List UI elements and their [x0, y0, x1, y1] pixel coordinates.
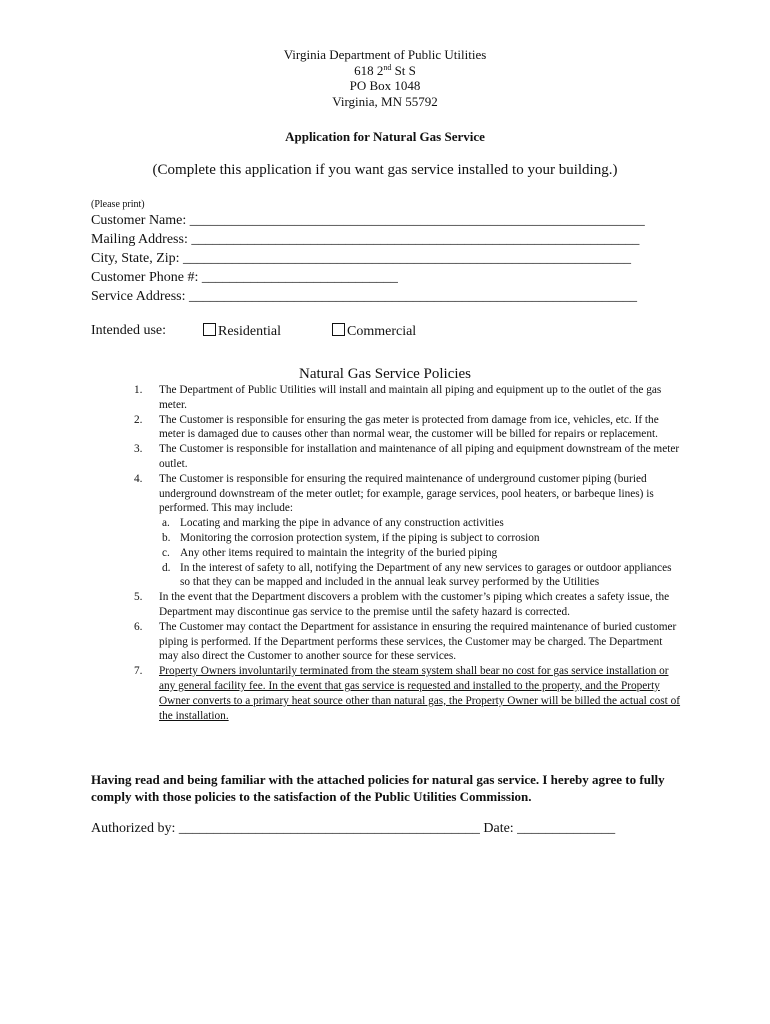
- mailing-address-field[interactable]: Mailing Address: ________________________________________________________________: [91, 232, 640, 247]
- policy-subitem: b. Monitoring the corrosion protection system, if the piping is subject to corrosion: [162, 531, 540, 544]
- policies-list: [134, 383, 682, 723]
- policies-title: Natural Gas Service Policies: [298, 366, 472, 382]
- policy-item: 1. The Department of Public Utilities will install and maintain all piping and equipment up to the outlet of the gas meter.: [134, 384, 662, 411]
- residential-checkbox[interactable]: [203, 323, 216, 336]
- policy-subitem: d. In the interest of safety to all, notifying the Department of any new services to garages or outdoor appliances so that they can be mapped and included in the annual leak survey performed by the Utilities: [162, 561, 672, 589]
- customer-phone-field[interactable]: Customer Phone #: ____________________________: [91, 270, 398, 285]
- residential-option[interactable]: Residential: [203, 323, 281, 340]
- customer-info-fields: [91, 211, 691, 306]
- city-state-zip-field[interactable]: City, State, Zip: ________________________________________________________________: [91, 251, 632, 266]
- please-print-note: (Please print): [91, 199, 145, 210]
- policy-subitem: a. Locating and marking the pipe in advance of any construction activities: [162, 517, 504, 530]
- street-address: 618 2nd St S: [354, 62, 416, 78]
- policy-item: 5. In the event that the Department discovers a problem with the customer’s piping which creates a safety issue, the Department may discontinue gas service to the premise until the safety hazard is corrected.: [134, 591, 670, 618]
- agreement-statement: Having read and being familiar with the attached policies for natural gas service. I hereby agree to fully comply with those policies to the satisfaction of the Public Utilities Commission.: [91, 772, 665, 804]
- letterhead: [0, 47, 770, 109]
- policy-item: 7. Property Owners involuntarily terminated from the steam system shall bear no cost for gas service installation or any general facility fee. In the event that gas service is requested and installed to the property, and the Property Owner converts to a primary heat source other than natural gas, the Property Owner will be billed the actual cost of the installation.: [134, 665, 681, 722]
- org-name: Virginia Department of Public Utilities: [283, 47, 487, 62]
- city-state-zip: Virginia, MN 55792: [332, 93, 438, 109]
- policy-subitem: c. Any other items required to maintain the integrity of the buried piping: [162, 546, 498, 559]
- customer-name-field[interactable]: Customer Name: _________________________________________________________________: [91, 213, 645, 228]
- policy-item: 3. The Customer is responsible for installation and maintenance of all piping and equipment downstream of the meter outlet.: [134, 443, 680, 470]
- po-box: PO Box 1048: [349, 78, 421, 93]
- policy-item: 6. The Customer may contact the Department for assistance in ensuring the required maintenance of buried customer piping is performed. If the Department performs these services, the Customer may be charged. The Department may also direct the Customer to another source for these services.: [134, 620, 677, 663]
- service-address-field[interactable]: Service Address: ________________________________________________________________: [91, 289, 637, 304]
- authorized-by-date-line[interactable]: Authorized by: ___________________________________________ Date: ______________: [91, 821, 616, 836]
- policy-item: 2. The Customer is responsible for ensuring the gas meter is protected from damage from ice, vehicles, etc. If the meter is damaged due to causes other than normal wear, the customer will be billed for repairs or replacement.: [134, 413, 659, 441]
- commercial-checkbox[interactable]: [332, 323, 345, 336]
- policy-item: 4. The Customer is responsible for ensuring the required maintenance of underground customer piping (buried underground downstream of the meter outlet; for example, garage services, pool heaters, or barbeque lines) is performed. This may include:: [134, 472, 654, 515]
- document-title: Application for Natural Gas Service: [285, 129, 485, 144]
- commercial-option[interactable]: Commercial: [332, 323, 416, 340]
- intended-use-label: Intended use:: [91, 323, 167, 338]
- document-subtitle: (Complete this application if you want gas service installed to your building.): [152, 162, 618, 178]
